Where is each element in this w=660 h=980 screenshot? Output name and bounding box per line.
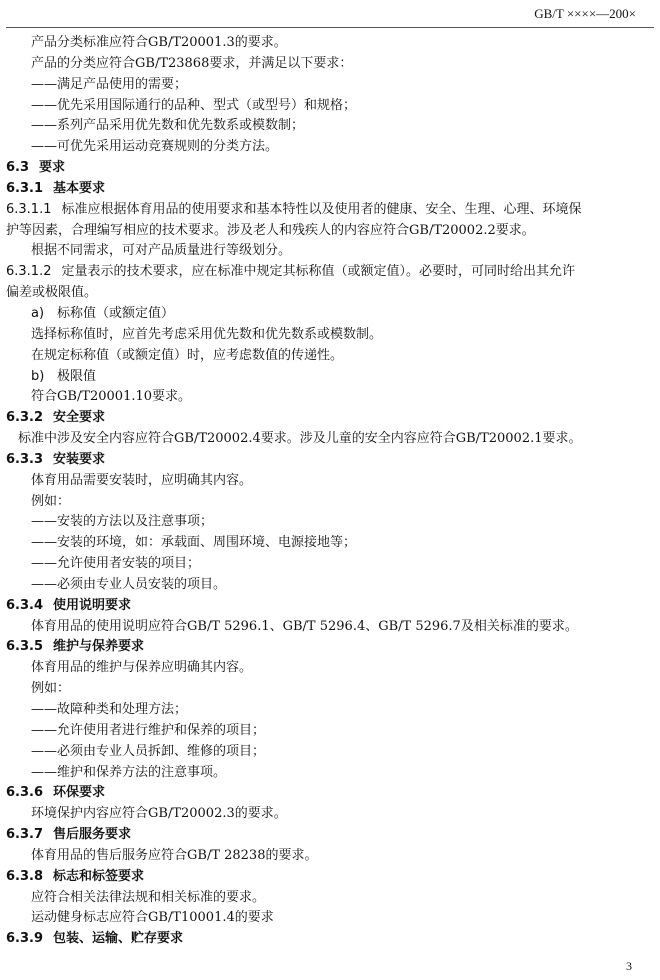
section-title: 安全要求 <box>53 410 106 426</box>
text-line: 在规定标称值（或额定值）时，应考虑数值的传递性。 <box>31 347 344 363</box>
item-label: a) <box>31 305 45 321</box>
section-title: 基本要求 <box>53 180 106 196</box>
clause-number: 6.3.1.1 <box>6 201 52 217</box>
section-heading-6-3-7 <box>0 825 660 846</box>
text-line: 产品分类标准应符合GB/T20001.3的要求。 <box>31 35 287 50</box>
text-line: 体育用品的维护与保养应明确其内容。 <box>31 660 253 676</box>
item-text: 极限值 <box>57 368 97 384</box>
text-line: 符合GB/T20001.10要求。 <box>31 389 192 405</box>
section-number: 6.3.8 <box>6 868 44 884</box>
section-number: 6.3.9 <box>6 931 44 947</box>
clause-6-3-1-1 <box>0 200 660 221</box>
section-title: 维护与保养要求 <box>53 639 145 655</box>
text-line: 体育用品需要安装时，应明确其内容。 <box>31 472 253 488</box>
text-line: 体育用品的使用说明应符合GB/T 5296.1、GB/T 5296.4、GB/T 5296.7及相关标准的要求。 <box>31 618 578 634</box>
text-line: 标准中涉及安全内容应符合GB/T20002.4要求。涉及儿童的安全内容应符合GB/T20002.1要求。 <box>18 431 582 447</box>
text-line: 偏差或极限值。 <box>6 285 98 301</box>
section-number: 6.3.4 <box>6 597 44 613</box>
section-number: 6.3.7 <box>6 827 44 843</box>
list-item: ——允许使用者安装的项目； <box>31 556 201 572</box>
standard-code-header: GB/T ××××—200× <box>534 6 636 21</box>
section-heading-6-3-5 <box>0 637 660 658</box>
section-title: 标志和标签要求 <box>53 868 145 884</box>
list-item: ——可优先采用运动竞赛规则的分类方法。 <box>31 139 279 155</box>
section-heading-6-3-6 <box>0 783 660 804</box>
text-line: 运动健身标志应符合GB/T10001.4的要求 <box>31 910 274 926</box>
text-line: 例如： <box>31 681 71 697</box>
clause-number: 6.3.1.2 <box>6 264 52 280</box>
clause-text: 标准应根据体育用品的使用要求和基本特性以及使用者的健康、安全、生理、心理、环境保 <box>61 201 582 217</box>
section-heading-6-3-3 <box>0 450 660 471</box>
list-item: ——必须由专业人员安装的项目。 <box>31 576 227 592</box>
document-body <box>0 33 660 950</box>
sub-item-a <box>0 304 660 325</box>
list-item: ——安装的环境，如：承载面、周围环境、电源接地等； <box>31 535 357 551</box>
list-item: ——优先采用国际通行的品种、型式（或型号）和规格； <box>31 97 357 113</box>
page-number: 3 <box>626 959 632 973</box>
text-line: 体育用品的售后服务应符合GB/T 28238的要求。 <box>31 847 318 863</box>
section-number: 6.3 <box>6 160 30 176</box>
list-item: ——维护和保养方法的注意事项。 <box>31 764 227 780</box>
section-title: 包装、运输、贮存要求 <box>53 931 184 947</box>
section-heading-6-3-8 <box>0 867 660 888</box>
list-item: ——系列产品采用优先数和优先数系或模数制； <box>31 118 305 134</box>
section-title: 环保要求 <box>53 785 106 801</box>
section-title: 安装要求 <box>53 451 106 467</box>
section-number: 6.3.3 <box>6 451 44 467</box>
section-number: 6.3.2 <box>6 410 44 426</box>
list-item: ——允许使用者进行维护和保养的项目； <box>31 722 266 738</box>
clause-6-3-1-2 <box>0 262 660 283</box>
text-line: 环境保护内容应符合GB/T20002.3的要求。 <box>31 806 287 822</box>
sub-item-b <box>0 367 660 388</box>
section-heading-6-3-9 <box>0 929 660 950</box>
text-line: 例如： <box>31 493 71 509</box>
text-line: 应符合相关法律法规和相关标准的要求。 <box>31 889 266 905</box>
text-line: 根据不同需求，可对产品质量进行等级划分。 <box>31 243 292 259</box>
list-item: ——必须由专业人员拆卸、维修的项目； <box>31 743 266 759</box>
section-number: 6.3.5 <box>6 639 44 655</box>
section-heading-6-3-1 <box>0 179 660 200</box>
section-number: 6.3.1 <box>6 180 44 196</box>
text-line: 产品的分类应符合GB/T23868要求，并满足以下要求： <box>31 55 353 71</box>
list-item: ——安装的方法以及注意事项； <box>31 514 214 530</box>
section-title: 使用说明要求 <box>53 597 132 613</box>
section-heading-6-3-4 <box>0 596 660 617</box>
list-item: ——故障种类和处理方法； <box>31 702 188 717</box>
section-title: 要求 <box>39 160 66 176</box>
item-text: 标称值（或额定值） <box>57 305 175 321</box>
section-title: 售后服务要求 <box>53 827 132 843</box>
clause-text: 定量表示的技术要求，应在标准中规定其标称值（或额定值）。必要时，可同时给出其允许 <box>61 264 575 280</box>
text-line: 护等因素，合理编写相应的技术要求。涉及老人和残疾人的内容应符合GB/T20002.2要求。 <box>6 222 535 238</box>
header-rule <box>6 27 654 28</box>
section-heading-6-3 <box>0 158 660 179</box>
section-heading-6-3-2 <box>0 408 660 429</box>
section-number: 6.3.6 <box>6 785 44 801</box>
list-item: ——满足产品使用的需要； <box>31 76 188 92</box>
item-label: b) <box>31 368 45 384</box>
text-line: 选择标称值时，应首先考虑采用优先数和优先数系或模数制。 <box>31 326 383 342</box>
